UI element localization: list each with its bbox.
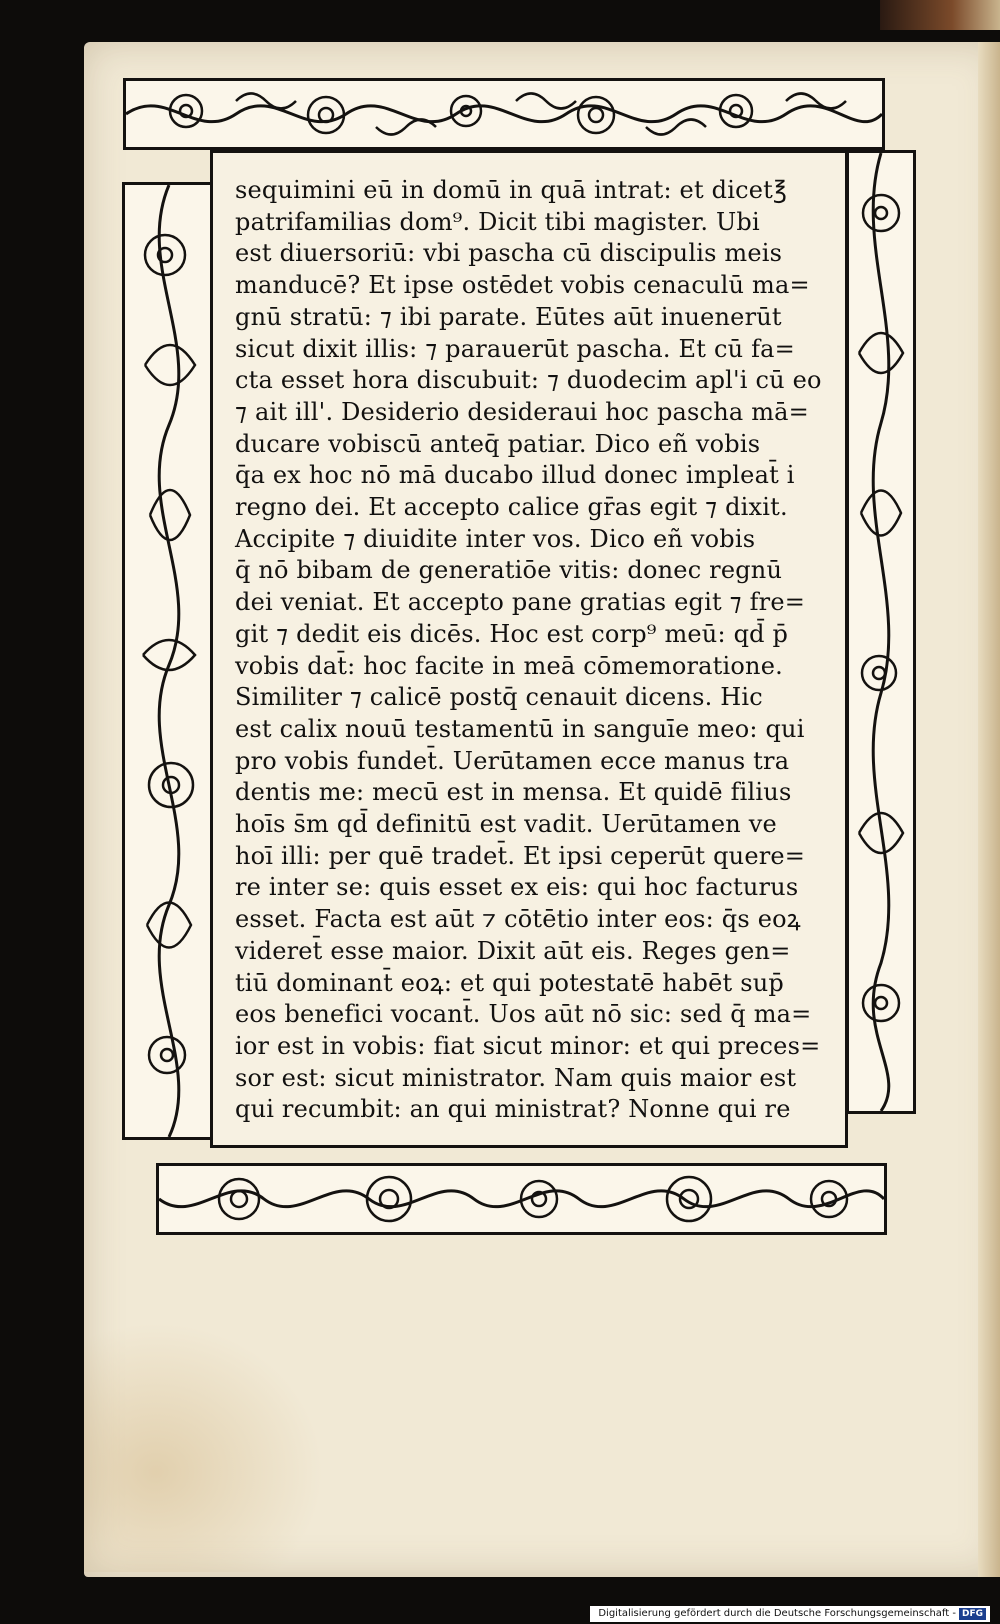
text-line: tiū dominant̄ eoꝝ: et qui potestatē habēt sup̄ bbox=[235, 968, 784, 997]
text-line: est calix nouū testamentū in sanguīe meo: qui bbox=[235, 714, 805, 743]
text-line: git ⁊ dedit eis dicēs. Hoc est corp⁹ meū: qd̄ p̄ bbox=[235, 619, 789, 648]
text-line: manducē? Et ipse ostēdet vobis cenaculū ma= bbox=[235, 271, 810, 300]
text-line: ior est in vobis: fiat sicut minor: et qui preces= bbox=[235, 1031, 821, 1060]
woodcut-border-left bbox=[122, 182, 216, 1140]
text-line: patrifamilias dom⁹. Dicit tibi magister. Ubi bbox=[235, 207, 760, 236]
text-line: ⁊ ait ill'. Desiderio desideraui hoc pascha mā= bbox=[235, 397, 809, 426]
text-line: gnū stratū: ⁊ ibi parate. Eūtes aūt inuenerūt bbox=[235, 302, 782, 331]
woodcut-border-right bbox=[846, 150, 916, 1114]
printed-text-block bbox=[235, 175, 827, 1126]
text-frame bbox=[210, 150, 848, 1148]
rosette-ornament-icon bbox=[159, 1166, 884, 1232]
text-line: hoīs s̄m qd̄ definitū est vadit. Uerūtamen ve bbox=[235, 810, 777, 839]
woodcut-border-top bbox=[123, 78, 885, 150]
text-line: dei veniat. Et accepto pane gratias egit ⁊ fre= bbox=[235, 588, 806, 617]
woodcut-border-bottom bbox=[156, 1163, 887, 1235]
text-line: pro vobis fundet̄. Uerūtamen ecce manus tra bbox=[235, 746, 790, 775]
floral-ornament-icon bbox=[126, 81, 882, 147]
digitization-credit bbox=[590, 1606, 990, 1622]
text-line: vobis dat̄: hoc facite in meā cōmemoratione. bbox=[235, 651, 783, 680]
text-line: esset. Facta est aūt ⁊ cōtētio inter eos: q̄s eoꝝ bbox=[235, 905, 801, 934]
text-line: sequimini eū in domū in quā intrat: et dicet℥ bbox=[235, 176, 788, 204]
text-line: ducare vobiscū anteq̄ patiar. Dico eñ vobis bbox=[235, 429, 761, 458]
text-line: q̄a ex hoc nō mā ducabo illud donec impleat̄ i bbox=[235, 461, 795, 490]
book-edge-strip bbox=[880, 0, 1000, 30]
text-line: cta esset hora discubuit: ⁊ duodecim apl'i cū eo bbox=[235, 366, 822, 395]
text-line: regno dei. Et accepto calice gr̄as egit ⁊ dixit. bbox=[235, 493, 788, 522]
text-line: est diuersoriū: vbi pascha cū discipulis meis bbox=[235, 239, 783, 268]
text-line: Similiter ⁊ calicē postq̄ cenauit dicens. Hic bbox=[235, 683, 763, 712]
dfg-logo-icon: DFG bbox=[959, 1608, 986, 1620]
text-line: sicut dixit illis: ⁊ parauerūt pascha. Et cū fa= bbox=[235, 334, 795, 363]
leaf-ornament-icon bbox=[849, 153, 913, 1111]
page-edge bbox=[978, 42, 1000, 1577]
text-line: videret̄ esse maior. Dixit aūt eis. Reges gen= bbox=[235, 936, 791, 965]
text-line: Accipite ⁊ diuidite inter vos. Dico eñ vobis bbox=[235, 524, 756, 553]
text-line: re inter se: quis esset ex eis: qui hoc facturus bbox=[235, 873, 799, 902]
credit-text: Digitalisierung gefördert durch die Deutsche Forschungsgemeinschaft - bbox=[598, 1608, 956, 1619]
text-line: hoī illi: per quē tradet̄. Et ipsi ceperūt quere= bbox=[235, 841, 806, 870]
vine-ornament-icon bbox=[125, 185, 213, 1137]
text-line: eos benefici vocant̄. Uos aūt nō sic: sed q̄ ma= bbox=[235, 1000, 812, 1029]
paper-stain bbox=[84, 1322, 324, 1572]
text-line: qui recumbit: an qui ministrat? Nonne qui re bbox=[235, 1095, 791, 1124]
text-line: dentis me: mecū est in mensa. Et quidē filius bbox=[235, 778, 792, 807]
text-line: q̄ nō bibam de generatiōe vitis: donec regnū bbox=[235, 556, 783, 585]
text-line: sor est: sicut ministrator. Nam quis maior est bbox=[235, 1063, 797, 1092]
